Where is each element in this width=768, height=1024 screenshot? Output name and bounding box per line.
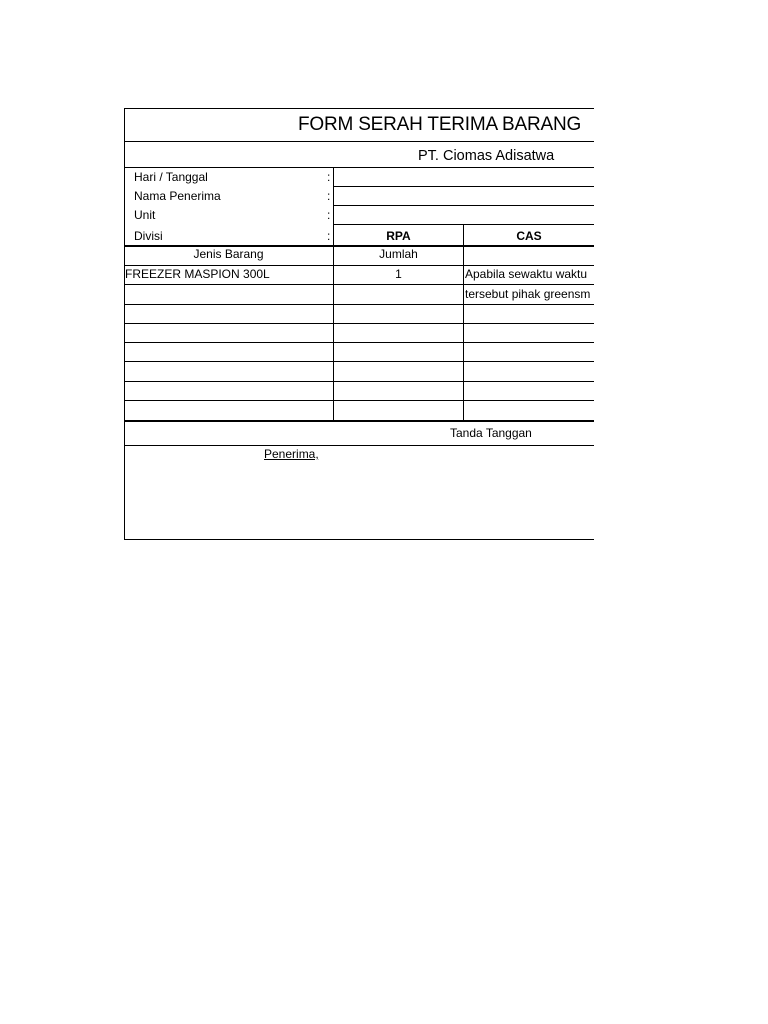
field-line-1 xyxy=(334,186,594,187)
table-line-8 xyxy=(124,400,594,401)
divisi-option-cas: CAS xyxy=(516,229,542,243)
field-label-unit: Unit xyxy=(134,208,156,222)
divider-signature xyxy=(124,445,594,446)
company-name: PT. Ciomas Adisatwa xyxy=(418,148,555,164)
table-cell-note: Apabila sewaktu waktu xyxy=(465,267,588,281)
field-colon-nama-penerima: : xyxy=(327,189,331,203)
table-line-6 xyxy=(124,361,594,362)
border-bottom xyxy=(124,539,594,540)
col-divider-2 xyxy=(463,225,464,421)
col-divider-1 xyxy=(333,167,334,421)
table-header-jenis-barang: Jenis Barang xyxy=(193,247,264,261)
border-left xyxy=(124,108,125,540)
form-sheet xyxy=(124,108,594,540)
divider-company xyxy=(124,167,594,168)
table-cell-note: tersebut pihak greensm xyxy=(465,287,591,301)
divisi-option-rpa: RPA xyxy=(386,229,411,243)
field-colon-hari-tanggal: : xyxy=(327,170,331,184)
field-label-nama-penerima: Nama Penerima xyxy=(134,189,221,203)
table-cell-qty: 1 xyxy=(395,267,402,281)
field-line-2 xyxy=(334,205,594,206)
table-cell-item: FREEZER MASPION 300L xyxy=(125,267,270,281)
table-line-1 xyxy=(124,265,594,266)
field-colon-unit: : xyxy=(327,208,331,222)
table-line-2 xyxy=(124,284,594,285)
signature-receiver-label: Penerima, xyxy=(264,447,319,461)
divider-title xyxy=(124,141,594,142)
table-line-4 xyxy=(124,323,594,324)
table-line-7 xyxy=(124,381,594,382)
table-line-3 xyxy=(124,304,594,305)
field-colon-divisi: : xyxy=(327,229,331,243)
table-line-5 xyxy=(124,342,594,343)
field-label-hari-tanggal: Hari / Tanggal xyxy=(134,170,208,184)
signature-header: Tanda Tanggan xyxy=(450,426,532,440)
border-top xyxy=(124,108,594,109)
table-header-jumlah: Jumlah xyxy=(379,247,418,261)
divider-table-bottom xyxy=(124,420,594,422)
field-line-3 xyxy=(334,224,594,225)
field-label-divisi: Divisi xyxy=(134,229,163,243)
form-title: FORM SERAH TERIMA BARANG xyxy=(298,114,582,135)
